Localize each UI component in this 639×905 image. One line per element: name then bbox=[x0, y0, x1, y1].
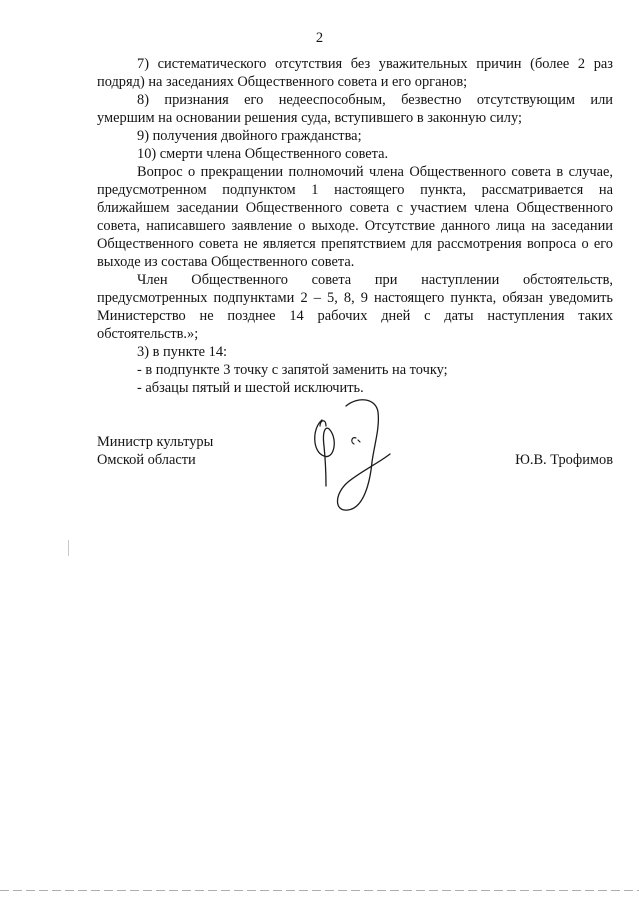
body-line: подряд) на заседаниях Общественного совета и его органов; bbox=[97, 74, 468, 90]
signatory-position: Министр культуры bbox=[97, 434, 214, 450]
body-line: Вопрос о прекращении полномочий члена Общественного совета в случае, bbox=[137, 164, 613, 180]
signatory-region: Омской области bbox=[97, 452, 196, 468]
body-line: Министерство не позднее 14 рабочих дней с даты наступления таких bbox=[97, 308, 613, 324]
body-line: Общественного совета не является препятствием для рассмотрения вопроса о его bbox=[97, 236, 613, 252]
body-line: - в подпункте 3 точку с запятой заменить на точку; bbox=[137, 362, 448, 378]
body-line: 10) смерти члена Общественного совета. bbox=[137, 146, 389, 162]
body-line: умершим на основании решения суда, вступившего в законную силу; bbox=[97, 110, 522, 126]
signatory-name: Ю.В. Трофимов bbox=[515, 452, 613, 468]
body-line: предусмотренном подпунктом 1 настоящего пункта, рассматривается на bbox=[97, 182, 613, 198]
handwritten-signature bbox=[300, 390, 400, 520]
body-line: совета, написавшего заявление о выходе. Отсутствие данного лица на заседании bbox=[97, 218, 613, 234]
scan-artifact-mark bbox=[68, 540, 69, 556]
body-line: предусмотренных подпунктами 2 – 5, 8, 9 настоящего пункта, обязан уведомить bbox=[97, 290, 613, 306]
body-line: 7) систематического отсутствия без уважительных причин (более 2 раз bbox=[137, 56, 613, 72]
body-line: обстоятельств.»; bbox=[97, 326, 199, 342]
body-line: 9) получения двойного гражданства; bbox=[137, 128, 362, 144]
body-line: ближайшем заседании Общественного совета с участием члена Общественного bbox=[97, 200, 613, 216]
body-line: - абзацы пятый и шестой исключить. bbox=[137, 380, 364, 396]
body-line: выходе из состава Общественного совета. bbox=[97, 254, 355, 270]
body-line: 3) в пункте 14: bbox=[137, 344, 228, 360]
body-line: Член Общественного совета при наступлении обстоятельств, bbox=[137, 272, 613, 288]
page-number: 2 bbox=[315, 30, 324, 46]
scan-edge-line bbox=[0, 890, 639, 891]
body-line: 8) признания его недееспособным, безвестно отсутствующим или bbox=[137, 92, 613, 108]
